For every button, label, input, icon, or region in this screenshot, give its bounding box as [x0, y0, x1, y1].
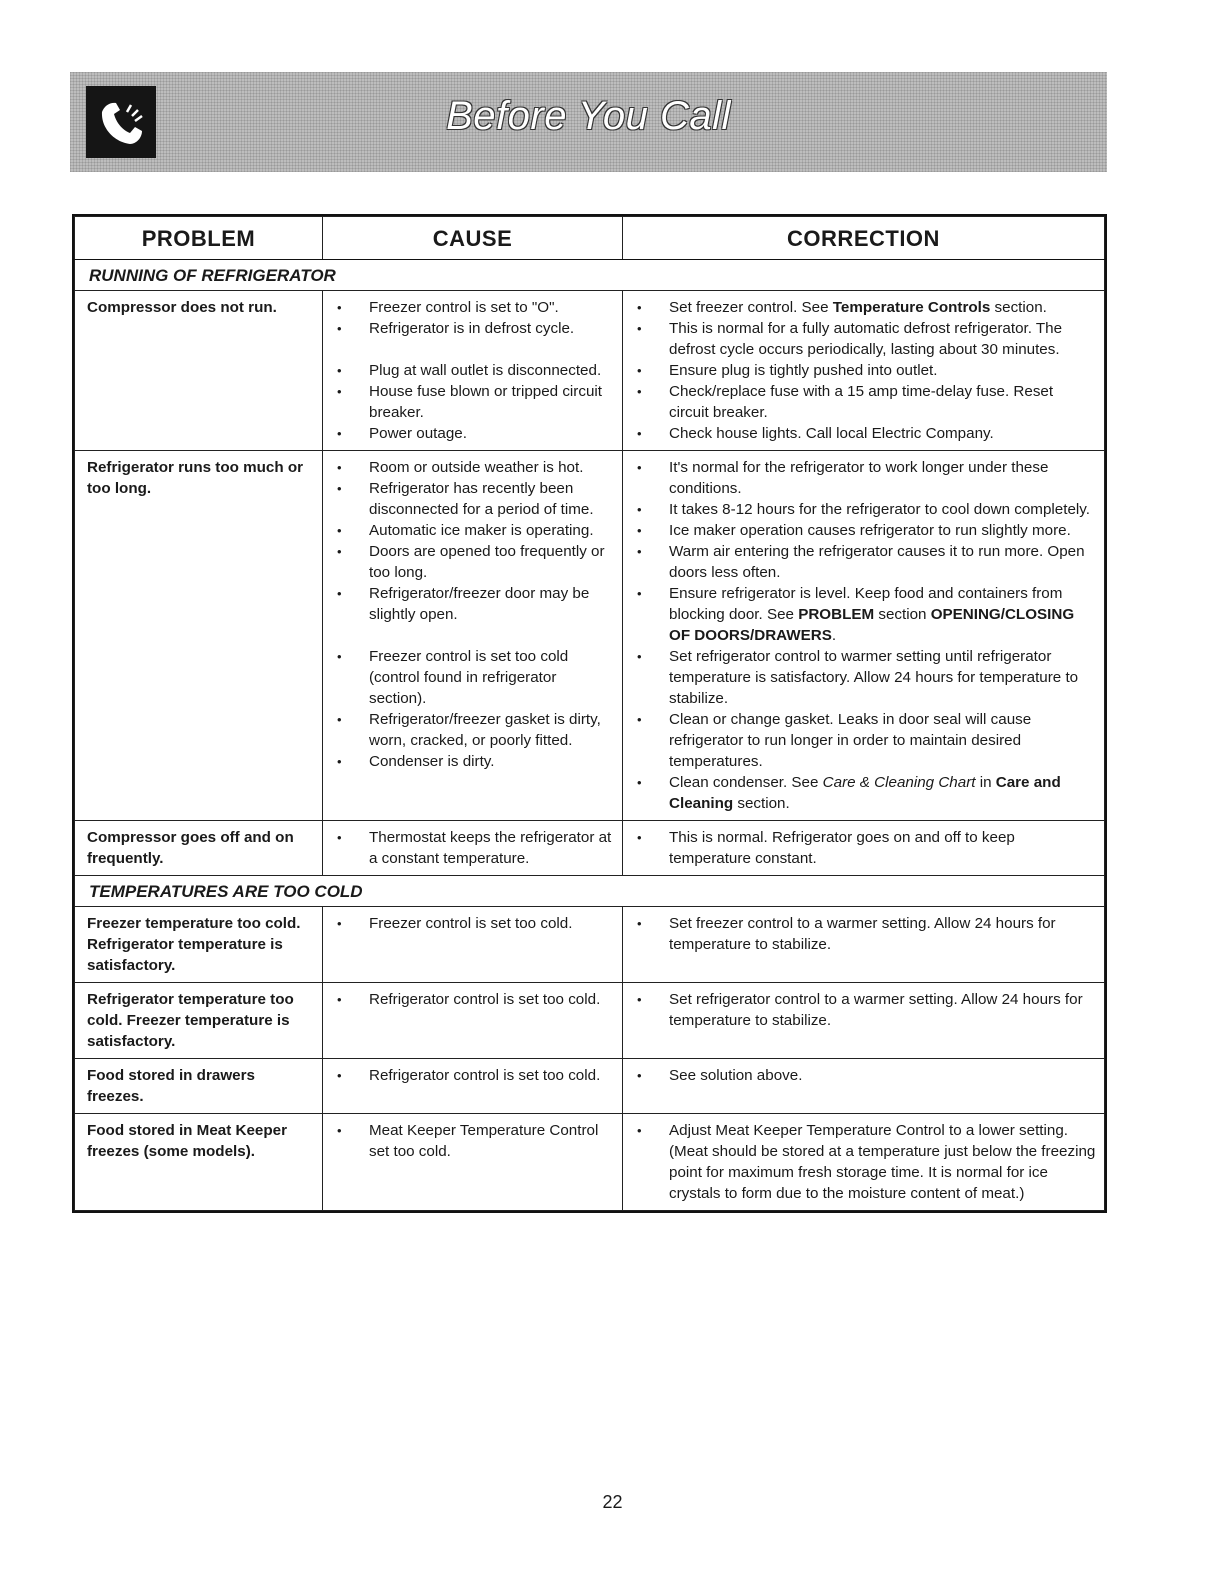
text-span: in — [975, 774, 996, 791]
page-number: 22 — [602, 1492, 623, 1512]
problem-cell: Food stored in Meat Keeper freezes (some models). — [75, 1114, 323, 1211]
table-row — [75, 821, 1105, 876]
page-title: Before You Call — [446, 94, 731, 138]
cause-list — [333, 913, 614, 934]
cause-item: • Condenser is dirty. — [333, 751, 614, 772]
cause-list — [333, 457, 614, 772]
correction-cell — [623, 1114, 1105, 1211]
cause-cell — [323, 821, 623, 876]
cause-item: • Meat Keeper Temperature Control set too cold. — [333, 1120, 614, 1162]
cause-item: • Refrigerator is in defrost cycle. — [333, 318, 614, 339]
column-header-problem: PROBLEM — [75, 217, 323, 260]
correction-item: • Set freezer control to a warmer setting. Allow 24 hours for temperature to stabilize. — [633, 913, 1096, 955]
correction-list — [633, 1120, 1096, 1204]
table-header-row — [75, 217, 1105, 260]
correction-list — [633, 457, 1096, 814]
cause-item: • Power outage. — [333, 423, 614, 444]
correction-item: • This is normal. Refrigerator goes on and off to keep temperature constant. — [633, 827, 1096, 869]
text-span: Clean condenser. See — [669, 774, 823, 791]
section-row — [75, 876, 1105, 907]
cause-item: • Freezer control is set to "O". — [333, 297, 614, 318]
bold-text: Temperature Controls — [832, 299, 991, 316]
correction-item — [633, 583, 1096, 646]
correction-cell — [623, 821, 1105, 876]
correction-item: • Adjust Meat Keeper Temperature Control to a lower setting. (Meat should be stored at a temperature just below the freezing point for maximum fresh storage time. It is normal for ice crystals to form due to the moisture content of meat.) — [633, 1120, 1096, 1204]
text-span: Ensure refrigerator is level. Keep food and containers from blocking door. See — [669, 585, 1063, 623]
correction-item: • Clean or change gasket. Leaks in door seal will cause refrigerator to run longer in order to maintain desired temperatures. — [633, 709, 1096, 772]
correction-item: • Set refrigerator control to a warmer setting. Allow 24 hours for temperature to stabilize. — [633, 989, 1096, 1031]
column-header-correction: CORRECTION — [623, 217, 1105, 260]
correction-item: • This is normal for a fully automatic defrost refrigerator. The defrost cycle occurs periodically, lasting about 30 minutes. — [633, 318, 1096, 360]
correction-item: • Ensure plug is tightly pushed into outlet. — [633, 360, 1096, 381]
text-span: Set freezer control. See — [669, 299, 833, 316]
problem-cell: Food stored in drawers freezes. — [75, 1059, 323, 1114]
table-row — [75, 451, 1105, 821]
cause-item: • House fuse blown or tripped circuit breaker. — [333, 381, 614, 423]
cause-item: • Refrigerator has recently been disconnected for a period of time. — [333, 478, 614, 520]
correction-list — [633, 297, 1096, 444]
cause-item: • Refrigerator control is set too cold. — [333, 989, 614, 1010]
problem-cell: Freezer temperature too cold. Refrigerator temperature is satisfactory. — [75, 907, 323, 983]
correction-item — [633, 297, 1096, 318]
cause-cell — [323, 291, 623, 451]
text-span: section. — [733, 795, 790, 812]
correction-list — [633, 827, 1096, 869]
bold-text: Care and Cleaning — [669, 774, 1061, 812]
table-body — [75, 260, 1105, 1211]
correction-item: • Check/replace fuse with a 15 amp time-delay fuse. Reset circuit breaker. — [633, 381, 1096, 423]
correction-cell — [623, 907, 1105, 983]
correction-list — [633, 913, 1096, 955]
correction-list — [633, 1065, 1096, 1086]
section-title: RUNNING OF REFRIGERATOR — [75, 260, 1105, 291]
correction-cell — [623, 1059, 1105, 1114]
table-row — [75, 983, 1105, 1059]
cause-list — [333, 1120, 614, 1162]
cause-cell — [323, 451, 623, 821]
correction-item: • Set refrigerator control to warmer setting until refrigerator temperature is satisfactory. Allow 24 hours for temperature to stabilize. — [633, 646, 1096, 709]
cause-item: • Refrigerator control is set too cold. — [333, 1065, 614, 1086]
correction-item — [633, 772, 1096, 814]
correction-item: • See solution above. — [633, 1065, 1096, 1086]
cause-item: • Automatic ice maker is operating. — [333, 520, 614, 541]
cause-item: • Freezer control is set too cold (control found in refrigerator section). — [333, 646, 614, 709]
cause-item: • Room or outside weather is hot. — [333, 457, 614, 478]
table-row — [75, 1059, 1105, 1114]
cause-item: • Doors are opened too frequently or too long. — [333, 541, 614, 583]
cause-cell — [323, 1059, 623, 1114]
italic-text: Care & Cleaning Chart — [822, 774, 976, 791]
correction-item: • It takes 8-12 hours for the refrigerator to cool down completely. — [633, 499, 1096, 520]
correction-item: • It's normal for the refrigerator to work longer under these conditions. — [633, 457, 1096, 499]
cause-list — [333, 297, 614, 444]
section-row — [75, 260, 1105, 291]
cause-item: • Refrigerator/freezer door may be slightly open. — [333, 583, 614, 625]
bold-text: PROBLEM — [798, 606, 875, 623]
table-row — [75, 907, 1105, 983]
table-row — [75, 291, 1105, 451]
problem-cell: Refrigerator temperature too cold. Freezer temperature is satisfactory. — [75, 983, 323, 1059]
correction-cell — [623, 983, 1105, 1059]
cause-list — [333, 827, 614, 869]
section-title: TEMPERATURES ARE TOO COLD — [75, 876, 1105, 907]
table-row — [75, 1114, 1105, 1211]
cause-item: • Refrigerator/freezer gasket is dirty, worn, cracked, or poorly fitted. — [333, 709, 614, 751]
text-span: section — [874, 606, 931, 623]
problem-cell: Refrigerator runs too much or too long. — [75, 451, 323, 821]
column-header-cause: CAUSE — [323, 217, 623, 260]
text-span: . — [831, 627, 837, 644]
correction-list — [633, 989, 1096, 1031]
cause-cell — [323, 1114, 623, 1211]
cause-item: • Thermostat keeps the refrigerator at a constant temperature. — [333, 827, 614, 869]
cause-item: • Plug at wall outlet is disconnected. — [333, 360, 614, 381]
troubleshooting-table — [72, 214, 1107, 1213]
problem-cell: Compressor goes off and on frequently. — [75, 821, 323, 876]
correction-cell — [623, 291, 1105, 451]
bold-text: OPENING/CLOSING OF DOORS/DRAWERS — [669, 606, 1075, 644]
page-header-banner — [70, 72, 1107, 172]
cause-list — [333, 989, 614, 1010]
cause-item: • Freezer control is set too cold. — [333, 913, 614, 934]
correction-item: • Ice maker operation causes refrigerator to run slightly more. — [633, 520, 1096, 541]
cause-cell — [323, 907, 623, 983]
problem-cell: Compressor does not run. — [75, 291, 323, 451]
correction-item: • Check house lights. Call local Electric Company. — [633, 423, 1096, 444]
correction-cell — [623, 451, 1105, 821]
cause-cell — [323, 983, 623, 1059]
correction-item: • Warm air entering the refrigerator causes it to run more. Open doors less often. — [633, 541, 1096, 583]
text-span: section. — [990, 299, 1047, 316]
cause-list — [333, 1065, 614, 1086]
